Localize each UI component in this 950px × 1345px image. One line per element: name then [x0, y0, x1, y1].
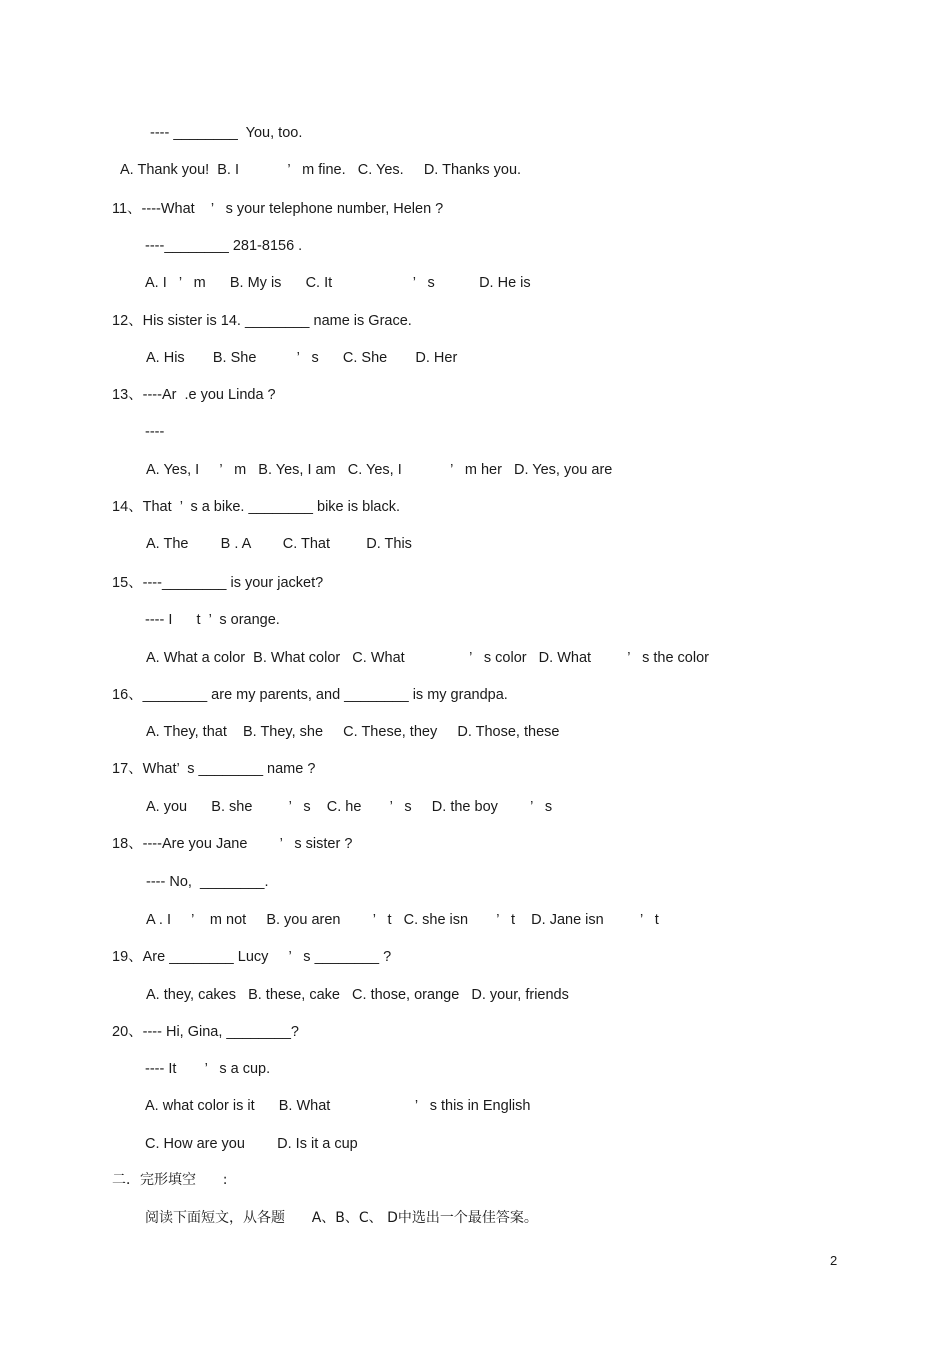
question-text-line: A. Yes, I ’ m B. Yes, I am C. Yes, I ’ m her D. Yes, you are: [146, 462, 613, 478]
question-text-line: 14、That ’ s a bike. ________ bike is black.: [112, 499, 401, 515]
question-text-line: 19、Are ________ Lucy ’ s ________ ?: [112, 949, 392, 965]
question-text-line: ---- It ’ s a cup.: [145, 1061, 271, 1077]
question-text-line: ---- ________ You, too.: [150, 125, 303, 141]
question-text-line: 18、----Are you Jane ’ s sister ?: [112, 836, 353, 852]
question-text-line: A. what color is it B. What ’ s this in English: [145, 1098, 531, 1114]
question-text-line: A . I ’ m not B. you aren ’ t C. she isn ’ t D. Jane isn ’ t: [146, 912, 659, 928]
question-text-line: 20、---- Hi, Gina, ________?: [112, 1024, 299, 1040]
question-text-line: ---- I t ’ s orange.: [145, 612, 280, 628]
question-text-line: A. They, that B. They, she C. These, they D. Those, these: [146, 724, 560, 740]
question-text-line: A. The B . A C. That D. This: [146, 536, 412, 552]
question-text-line: 12、His sister is 14. ________ name is Grace.: [112, 313, 412, 329]
question-text-line: 17、What’ s ________ name ?: [112, 761, 316, 777]
question-text-line: 15、----________ is your jacket?: [112, 575, 324, 591]
section-text-line: 二．完形填空 :: [112, 1172, 228, 1188]
question-text-line: 11、----What ’ s your telephone number, Helen ?: [112, 201, 444, 217]
question-text-line: A. they, cakes B. these, cake C. those, orange D. your, friends: [146, 987, 569, 1003]
question-text-line: A. you B. she ’ s C. he ’ s D. the boy ’ s: [146, 799, 553, 815]
question-text-line: A. Thank you! B. I ’ m fine. C. Yes. D. Thanks you.: [120, 162, 522, 178]
question-text-line: A. I ’ m B. My is C. It ’ s D. He is: [145, 275, 531, 291]
question-text-line: ----: [145, 424, 165, 440]
question-text-line: A. What a color B. What color C. What ’ s color D. What ’ s the color: [146, 650, 709, 666]
question-text-line: 16、________ are my parents, and ________ is my grandpa.: [112, 687, 508, 703]
question-text-line: ---- No, ________.: [146, 874, 269, 890]
section-text-line: 阅读下面短文，从各题 A、B、C、 D中选出一个最佳答案。: [145, 1210, 538, 1226]
question-text-line: C. How are you D. Is it a cup: [145, 1136, 358, 1152]
question-text-line: ----________ 281-8156 .: [145, 238, 303, 254]
question-text-line: A. His B. She ’ s C. She D. Her: [146, 350, 458, 366]
page-number: 2: [830, 1253, 838, 1268]
question-text-line: 13、----Ar .e you Linda ?: [112, 387, 276, 403]
